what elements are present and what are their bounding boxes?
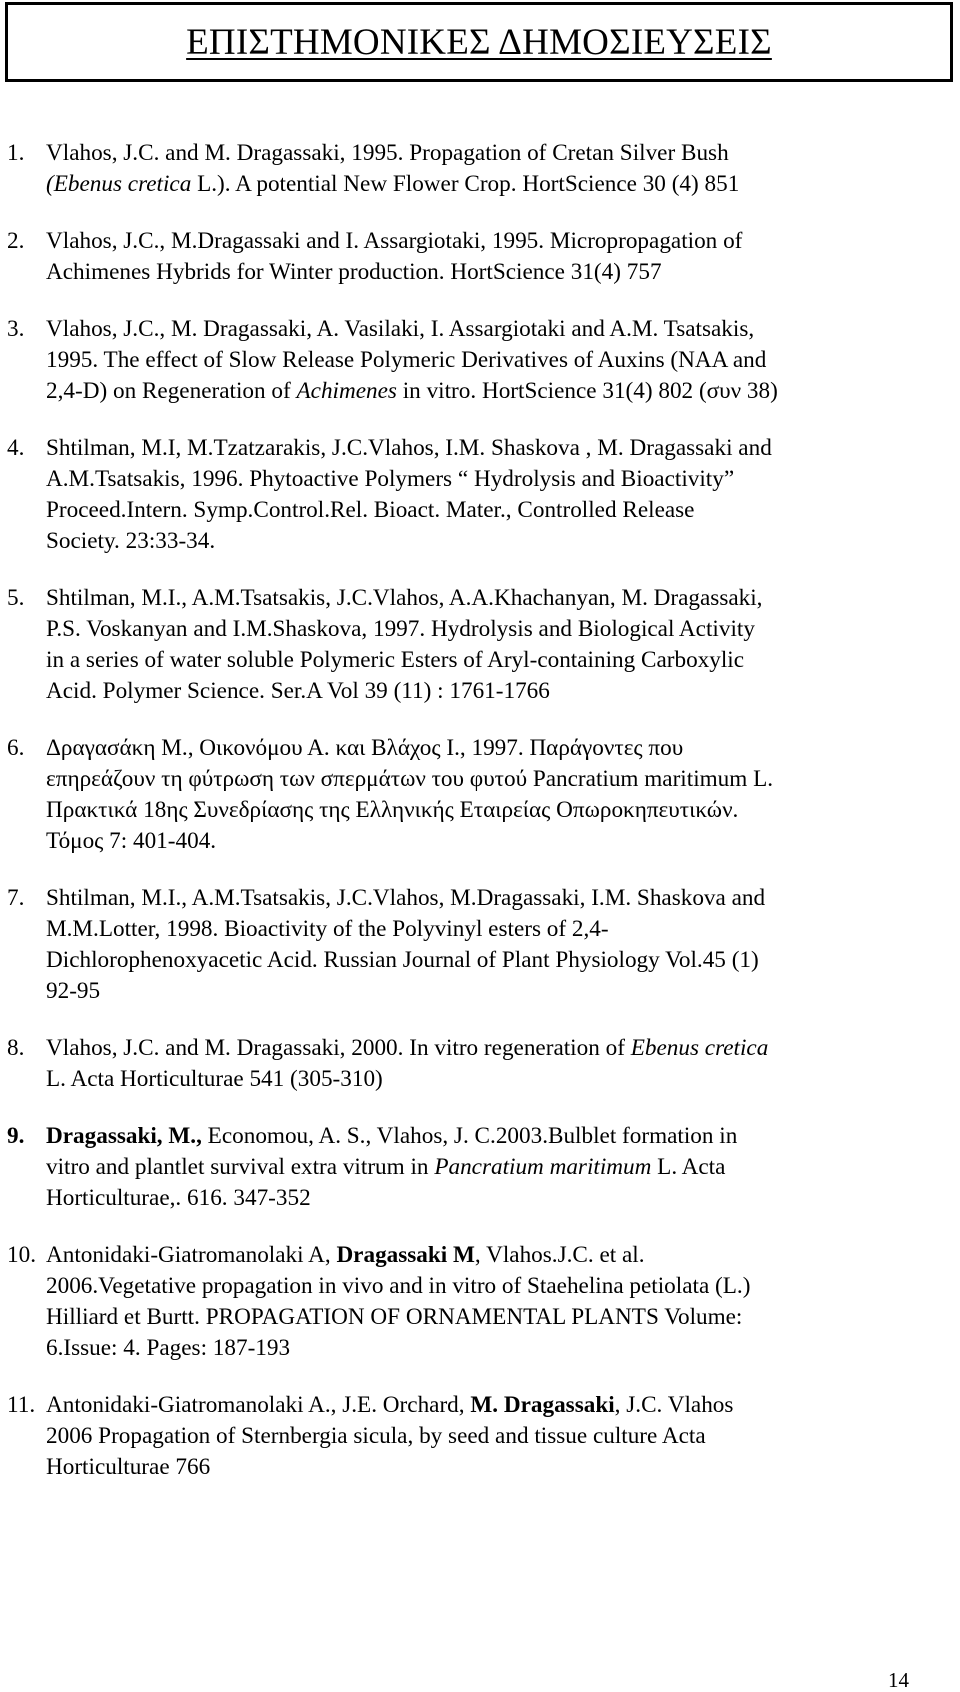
page-number: 14 [888,1668,909,1692]
entry-line: Horticulturae,. 616. 347-352 [46,1185,311,1211]
entry-text: in vitro. HortScience 31(4) 802 (συν 38) [396,378,778,404]
italic-text: (Ebenus cretica [46,171,192,197]
entry-line: 6.Issue: 4. Pages: 187-193 [46,1335,291,1361]
entry-line: A.M.Tsatsakis, 1996. Phytoactive Polymers “ Hydrolysis and Bioactivity” [46,466,735,492]
bold-text: Dragassaki M [336,1242,475,1268]
publication-entry [0,138,930,200]
italic-text: Achimenes [296,378,397,404]
entry-line [46,1240,930,1271]
entry-line: Hilliard et Burtt. PROPAGATION OF ORNAMENTAL PLANTS Volume: [46,1304,743,1330]
entry-line: Vlahos, J.C. and M. Dragassaki, 1995. Propagation of Cretan Silver Bush [46,140,729,166]
entry-line: Shtilman, M.I, M.Tzatzarakis, J.C.Vlahos, I.M. Shaskova , M. Dragassaki and [46,435,772,461]
publication-entry [0,1121,930,1214]
entry-text: L.). A potential New Flower Crop. HortScience 30 (4) 851 [191,171,740,197]
entry-line: Vlahos, J.C., M.Dragassaki and I. Assargiotaki, 1995. Micropropagation of [46,228,743,254]
publication-entry [0,733,930,857]
entry-line [46,1121,930,1152]
italic-text: Pancratium maritimum [434,1154,652,1180]
entry-number: 9. [7,1123,25,1149]
entry-text: L. Acta [651,1154,726,1180]
title-box [5,2,953,82]
entry-number: 6. [7,735,25,761]
entry-line [46,169,930,200]
entry-line: 92-95 [46,978,101,1004]
entry-text: , Vlahos.J.C. et al. [474,1242,645,1268]
entry-number: 3. [7,316,25,342]
entry-text: Economou, A. S., Vlahos, J. C.2003.Bulblet formation in [201,1123,738,1149]
page-title: ΕΠΙΣΤΗΜΟΝΙΚΕΣ ΔΗΜΟΣΙΕΥΣΕΙΣ [186,21,772,63]
entry-text: Antonidaki-Giatromanolaki A., J.E. Orchard, [46,1392,471,1418]
entry-line: Proceed.Intern. Symp.Control.Rel. Bioact. Mater., Controlled Release [46,497,695,523]
entry-text: 2,4-D) on Regeneration of [46,378,297,404]
entry-line: 1995. The effect of Slow Release Polymeric Derivatives of Auxins (NAA and [46,347,767,373]
entry-text: Vlahos, J.C. and M. Dragassaki, 2000. In vitro regeneration of [46,1035,631,1061]
entry-number: 11. [7,1392,36,1418]
entry-line: M.M.Lotter, 1998. Bioactivity of the Polyvinyl esters of 2,4- [46,916,609,942]
entry-line: in a series of water soluble Polymeric Esters of Aryl-containing Carboxylic [46,647,745,673]
entry-line: Shtilman, M.I., A.M.Tsatsakis, J.C.Vlahos, M.Dragassaki, I.M. Shaskova and [46,885,766,911]
entry-text: Antonidaki-Giatromanolaki A, [46,1242,337,1268]
entry-line [46,1152,930,1183]
entry-line: Vlahos, J.C., M. Dragassaki, A. Vasilaki, I. Assargiotaki and A.M. Tsatsakis, [46,316,755,342]
entry-number: 2. [7,228,25,254]
entry-number: 4. [7,435,25,461]
entry-line [46,376,930,407]
publication-entry [0,226,930,288]
entry-text: vitro and plantlet survival extra vitrum in [46,1154,435,1180]
entry-line: Acid. Polymer Science. Ser.A Vol 39 (11) : 1761-1766 [46,678,550,704]
publication-entry [0,1390,930,1483]
entry-line: επηρεάζουν τη φύτρωση των σπερμάτων του φυτού Pancratium maritimum L. [46,766,774,792]
entry-line: Society. 23:33-34. [46,528,216,554]
entry-line: Horticulturae 766 [46,1454,211,1480]
bold-text: M. Dragassaki [470,1392,615,1418]
publication-entry [0,1240,930,1364]
entry-number: 8. [7,1035,25,1061]
publication-entry [0,883,930,1007]
entry-line: L. Acta Horticulturae 541 (305-310) [46,1066,383,1092]
entry-line: 2006 Propagation of Sternbergia sicula, by seed and tissue culture Acta [46,1423,706,1449]
entry-line: Shtilman, M.I., A.M.Tsatsakis, J.C.Vlahos, A.A.Khachanyan, M. Dragassaki, [46,585,763,611]
entry-line [46,1033,930,1064]
entry-line: Achimenes Hybrids for Winter production. HortScience 31(4) 757 [46,259,662,285]
entry-line: Πρακτικά 18ης Συνεδρίασης της Ελληνικής Εταιρείας Οπωροκηπευτικών. [46,797,739,823]
bold-text: Dragassaki, M., [46,1123,202,1149]
entry-number: 1. [7,140,25,166]
italic-text: Ebenus cretica [630,1035,769,1061]
entry-number: 5. [7,585,25,611]
entry-line [46,1390,930,1421]
entry-text: , J.C. Vlahos [614,1392,734,1418]
publication-entry [0,433,930,557]
publication-entry [0,583,930,707]
entry-line: Dichlorophenoxyacetic Acid. Russian Journal of Plant Physiology Vol.45 (1) [46,947,759,973]
entry-line: Τόμος 7: 401-404. [46,828,217,854]
entry-line: P.S. Voskanyan and I.M.Shaskova, 1997. Hydrolysis and Biological Activity [46,616,755,642]
entry-line: Δραγασάκη Μ., Οικονόμου Α. και Βλάχος Ι., 1997. Παράγοντες που [46,735,684,761]
entry-number: 7. [7,885,25,911]
publication-entry [0,1033,930,1095]
entry-line: 2006.Vegetative propagation in vivo and in vitro of Staehelina petiolata (L.) [46,1273,751,1299]
entry-number: 10. [7,1242,36,1268]
publication-list [0,138,930,1509]
publication-entry [0,314,930,407]
